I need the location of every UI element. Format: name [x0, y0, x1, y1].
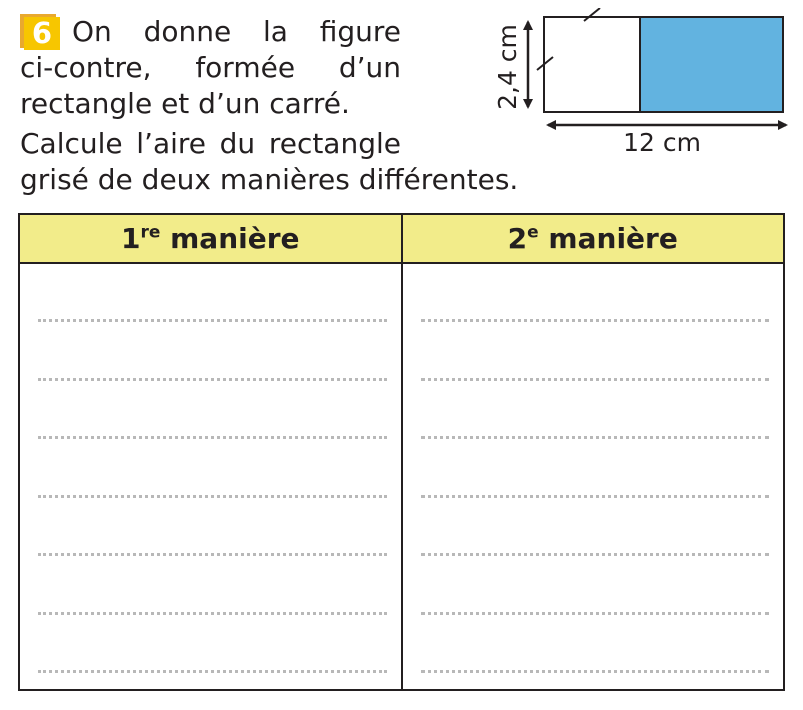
- answer-dotted-line: [421, 378, 770, 381]
- answer-dotted-line: [38, 495, 387, 498]
- statement-line-3: rectangle et d’un carré.: [20, 87, 350, 120]
- answer-dotted-line: [421, 670, 770, 673]
- answer-area-first-method[interactable]: [19, 263, 402, 690]
- answer-dotted-line: [38, 553, 387, 556]
- answer-table: [18, 213, 785, 691]
- width-label: 12 cm: [623, 128, 701, 157]
- tick-mark-top: [584, 8, 600, 21]
- answer-dotted-line: [421, 319, 770, 322]
- column-header-first-method: 1re manière: [19, 214, 402, 263]
- exercise-number: 6: [24, 17, 60, 50]
- statement-line-1: On donne la figure: [72, 15, 401, 48]
- column-header-second-method: 2e manière: [402, 214, 785, 263]
- height-label: 2,4 cm: [493, 24, 522, 110]
- answer-dotted-line: [421, 612, 770, 615]
- answer-dotted-line: [38, 436, 387, 439]
- answer-area-second-method[interactable]: [402, 263, 785, 690]
- exercise-number-badge: [20, 14, 60, 50]
- answer-dotted-line: [421, 495, 770, 498]
- statement-line-2: ci-contre, formée d’un: [20, 51, 401, 84]
- answer-dotted-line: [421, 553, 770, 556]
- question-line-2: grisé de deux manières différentes.: [20, 163, 519, 196]
- square: [544, 17, 640, 112]
- answer-dotted-line: [38, 670, 387, 673]
- answer-dotted-line: [421, 436, 770, 439]
- shaded-rectangle: [640, 17, 783, 112]
- answer-dotted-line: [38, 612, 387, 615]
- answer-dotted-line: [38, 378, 387, 381]
- question-line-1: Calcule l’aire du rectangle: [20, 127, 401, 160]
- answer-dotted-line: [38, 319, 387, 322]
- rectangle-square-figure: [486, 8, 796, 163]
